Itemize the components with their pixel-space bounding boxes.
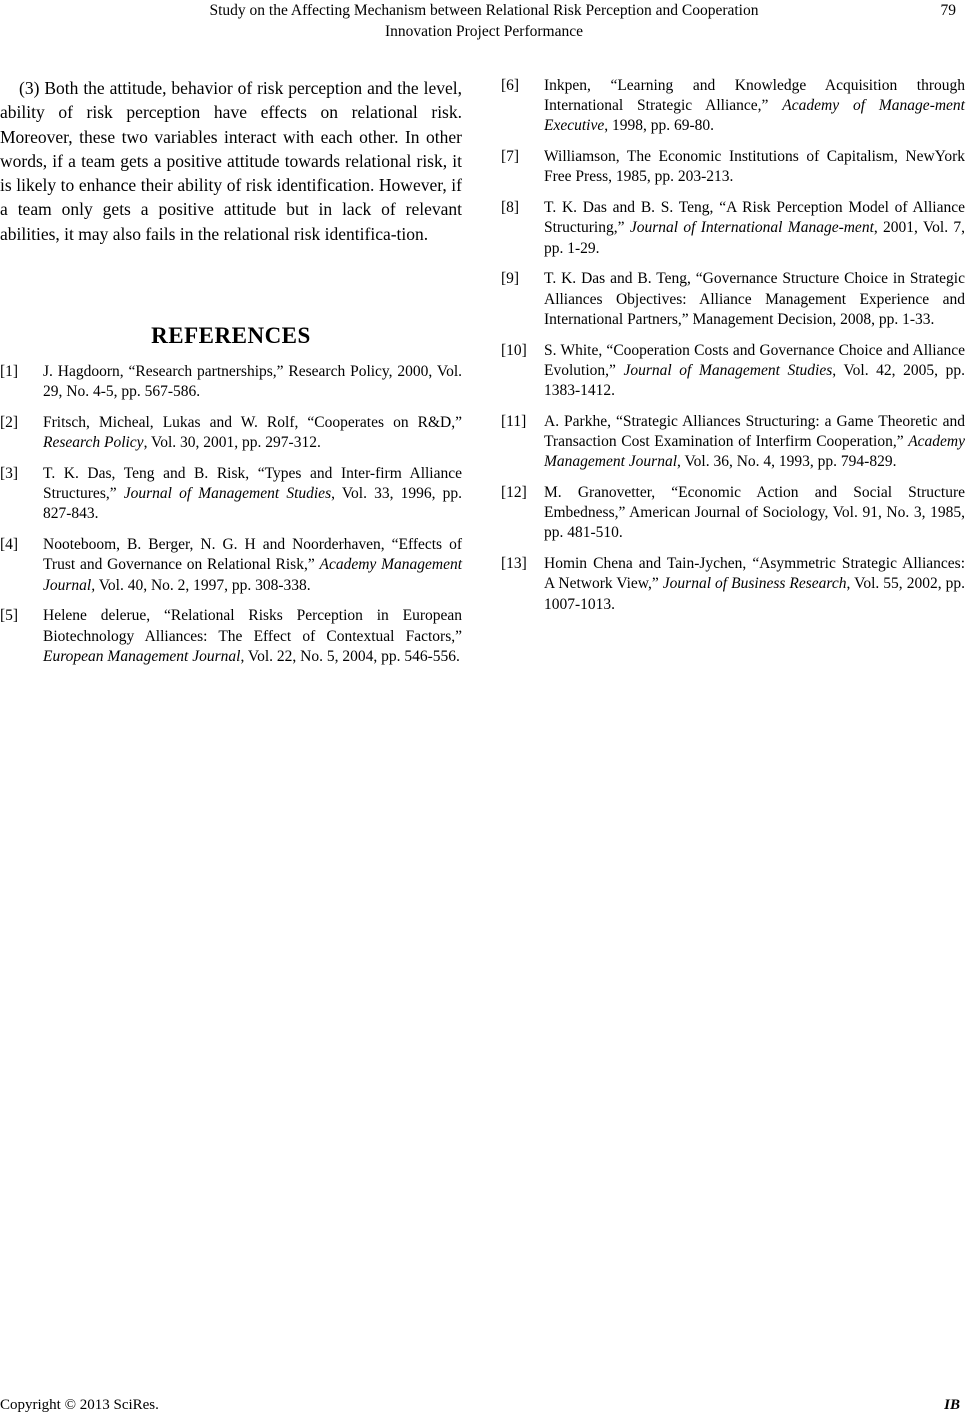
reference-text-tail: , Vol. 22, No. 5, 2004, pp. 546-556. [240,647,460,665]
left-column [0,76,462,246]
reference-text-main: Inkpen, “Learning and Knowledge Acquisition through International Strategic Alliance,” [544,77,965,115]
reference-source-italic: Journal of International Manage-ment [629,219,874,237]
reference-number: [9] [501,270,520,288]
reference-text [544,554,965,615]
reference-number: [4] [0,536,19,554]
reference-number: [10] [501,341,527,359]
reference-number: [5] [0,607,19,625]
reference-source-italic: Academy Management Journal [544,433,965,471]
reference-number: [1] [0,363,19,380]
reference-source-italic: Journal of Management Studies [123,485,332,503]
reference-text-main: A. Parkhe, “Strategic Alliances Structuring: a Game Theoretic and Transaction Cost Examination of Interfirm Cooperation,” [544,412,965,451]
reference-text-tail: , 1998, pp. 69-80. [604,117,715,135]
reference-text-main: Nooteboom, B. Berger, N. G. H and Noorderhaven, “Effects of Trust and Governance on Relational Risk,” [43,536,462,574]
reference-item [0,413,462,453]
reference-item [501,412,965,473]
reference-item [501,341,965,402]
reference-text-main: Fritsch, Micheal, Lukas and W. Rolf, “Cooperates on R&D,” [43,414,462,431]
reference-text [544,147,965,187]
reference-text [544,269,965,330]
header-title-line2: Innovation Project Performance [385,23,583,40]
running-header [0,0,968,42]
reference-text [43,362,462,402]
reference-item [501,198,965,259]
reference-item [501,269,965,330]
body-paragraph: (3) Both the attitude, behavior of risk perception and the level, ability of risk perception have effects on relational risk. Moreover, these two variables interact with each other. In other words, if a team gets a positive attitude towards relational risk, it is likely to enhance their ability of risk identification. However, if a team only gets a positive attitude but in lack of relevant abilities, it may also fails in the relational risk identifica-tion. [0,78,462,244]
reference-text-main: Helene delerue, “Relational Risks Perception in European Biotechnology Alliances: The Effect of Contextual Factors,” [43,607,462,645]
reference-text-tail: , Vol. 36, No. 4, 1993, pp. 794-829. [677,453,897,471]
reference-item [0,362,462,402]
reference-text-tail: , Vol. 55, 2002, pp. 1007-1013. [544,575,965,613]
reference-source-italic: Academy Management Journal, [43,556,463,594]
reference-source-italic: Research Policy [43,434,144,452]
reference-text-main: T. K. Das and B. S. Teng, “A Risk Perception Model of Alliance Structuring,” [544,199,965,237]
reference-text-tail: , Vol. 42, 2005, pp. 1383-1412. [544,361,965,400]
reference-text-main: T. K. Das, Teng and B. Risk, “Types and Inter-firm Alliance Structures,” [43,465,462,503]
reference-text [544,341,965,402]
reference-text-main: S. White, “Cooperation Costs and Governance Choice and Alliance Evolution,” [544,341,965,379]
reference-number: [13] [501,555,527,573]
reference-number: [8] [501,199,520,217]
page-number: 79 [940,2,956,19]
reference-source-italic: Journal of Business Research [662,575,847,593]
reference-number: [12] [501,484,527,502]
footer-copyright: Copyright © 2013 SciRes. [0,1397,159,1413]
reference-text-tail: , 2001, Vol. 7, pp. 1-29. [544,219,966,257]
references-heading: REFERENCES [151,323,311,348]
reference-number: [2] [0,414,19,431]
reference-text [43,606,462,667]
reference-text-tail: , Vol. 30, 2001, pp. 297-312. [143,434,321,452]
reference-text [544,76,965,137]
reference-text-main: Homin Chena and Tain-Jychen, “Asymmetric Strategic Alliances: A Network View,” [544,555,965,593]
reference-item [501,554,965,615]
references-list-left [0,362,462,678]
reference-text-tail: , Vol. 33, 1996, pp. 827-843. [43,485,462,523]
footer-journal: IB [944,1397,960,1413]
reference-item [0,535,462,596]
reference-text-main: Williamson, The Economic Institutions of Capitalism, NewYork Free Press, 1985, pp. 203-213. [544,148,965,186]
reference-item [501,483,965,544]
reference-number: [3] [0,465,19,482]
reference-item [0,606,462,667]
references-list-right [501,76,965,625]
reference-item [501,76,965,137]
reference-text [43,464,462,525]
reference-text-main: J. Hagdoorn, “Research partnerships,” Research Policy, 2000, Vol. 29, No. 4-5, pp. 567-586. [43,363,462,401]
reference-source-italic: Journal of Management Studies [623,361,833,379]
reference-item [0,464,462,525]
reference-text [544,483,965,544]
reference-text [544,412,965,473]
reference-number: [6] [501,77,520,94]
reference-text [544,198,965,259]
reference-number: [11] [501,412,527,430]
reference-text [43,413,462,453]
reference-text-main: T. K. Das and B. Teng, “Governance Structure Choice in Strategic Alliances Objectives: Alliance Management Experience and International Partners,” Management Decision, 2008, pp. 1-33. [544,270,965,328]
header-title-line1: Study on the Affecting Mechanism between Relational Risk Perception and Cooperation [209,2,759,19]
reference-source-italic: Academy of Manage-ment Executive [544,97,965,135]
reference-text-main: M. Granovetter, “Economic Action and Social Structure Embedness,” American Journal of Sociology, Vol. 91, No. 3, 1985, pp. 481-510. [544,484,965,542]
reference-text [43,535,462,596]
reference-number: [7] [501,148,520,166]
reference-item [501,147,965,187]
reference-source-italic: European Management Journal [43,647,241,665]
reference-text-tail: Vol. 40, No. 2, 1997, pp. 308-338. [95,576,311,594]
